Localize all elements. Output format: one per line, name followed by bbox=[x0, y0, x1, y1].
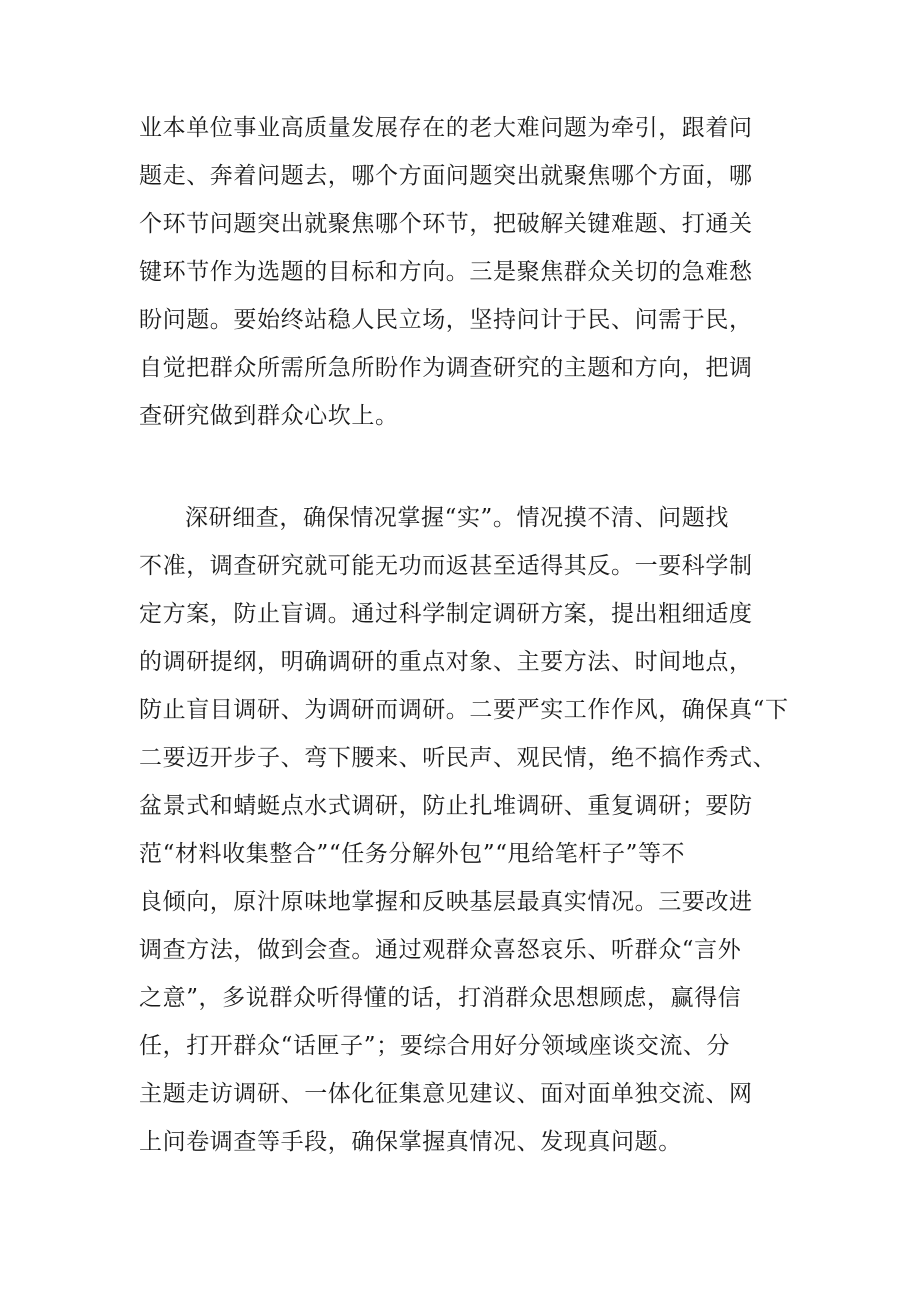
text-line: 之意”，多说群众听得懂的话，打消群众思想顾虑，赢得信 bbox=[139, 985, 742, 1011]
text-line: 业本单位事业高质量发展存在的老大难问题为牵引，跟着问 bbox=[139, 115, 753, 141]
text-line: 调查方法，做到会查。通过观群众喜怒哀乐、听群众“言外 bbox=[139, 937, 742, 963]
text-line: 盆景式和蜻蜓点水式调研，防止扎堆调研、重复调研；要防 bbox=[139, 793, 753, 819]
paragraph-deep-research bbox=[139, 494, 789, 1166]
text-line: 题走、奔着问题去，哪个方面问题突出就聚焦哪个方面，哪 bbox=[139, 163, 753, 189]
text-line: 主题走访调研、一体化征集意见建议、面对面单独交流、网 bbox=[139, 1081, 753, 1107]
text-line-first-indented: 深研细查，确保情况掌握“实”。情况摸不清、问题找 bbox=[185, 505, 729, 531]
text-line: 盼问题。要始终站稳人民立场，坚持问计于民、问需于民， bbox=[139, 307, 753, 333]
text-line: 上问卷调查等手段，确保掌握真情况、发现真问题。 bbox=[139, 1129, 682, 1155]
text-line: 定方案，防止盲调。通过科学制定调研方案，提出粗细适度 bbox=[139, 601, 753, 627]
text-line: 的调研提纲，明确调研的重点对象、主要方法、时间地点， bbox=[139, 649, 753, 675]
text-line: 不准，调查研究就可能无功而返甚至适得其反。一要科学制 bbox=[139, 553, 753, 579]
text-line: 良倾向，原汁原味地掌握和反映基层最真实情况。三要改进 bbox=[139, 889, 753, 915]
text-line: 范“材料收集整合”“任务分解外包”“甩给笔杆子”等不 bbox=[139, 841, 686, 867]
text-line: 防止盲目调研、为调研而调研。二要严实工作作风，确保真“下 bbox=[139, 697, 789, 723]
text-line: 个环节问题突出就聚焦哪个环节，把破解关键难题、打通关 bbox=[139, 211, 753, 237]
text-line: 键环节作为选题的目标和方向。三是聚焦群众关切的急难愁 bbox=[139, 259, 753, 285]
text-line: 自觉把群众所需所急所盼作为调查研究的主题和方向，把调 bbox=[139, 355, 753, 381]
text-line: 查研究做到群众心坎上。 bbox=[139, 403, 399, 429]
text-line: 二要迈开步子、弯下腰来、听民声、观民情，绝不搞作秀式、 bbox=[139, 745, 777, 771]
paragraph-continued bbox=[139, 104, 789, 440]
text-line: 任，打开群众“话匣子”；要综合用好分领域座谈交流、分 bbox=[139, 1033, 731, 1059]
